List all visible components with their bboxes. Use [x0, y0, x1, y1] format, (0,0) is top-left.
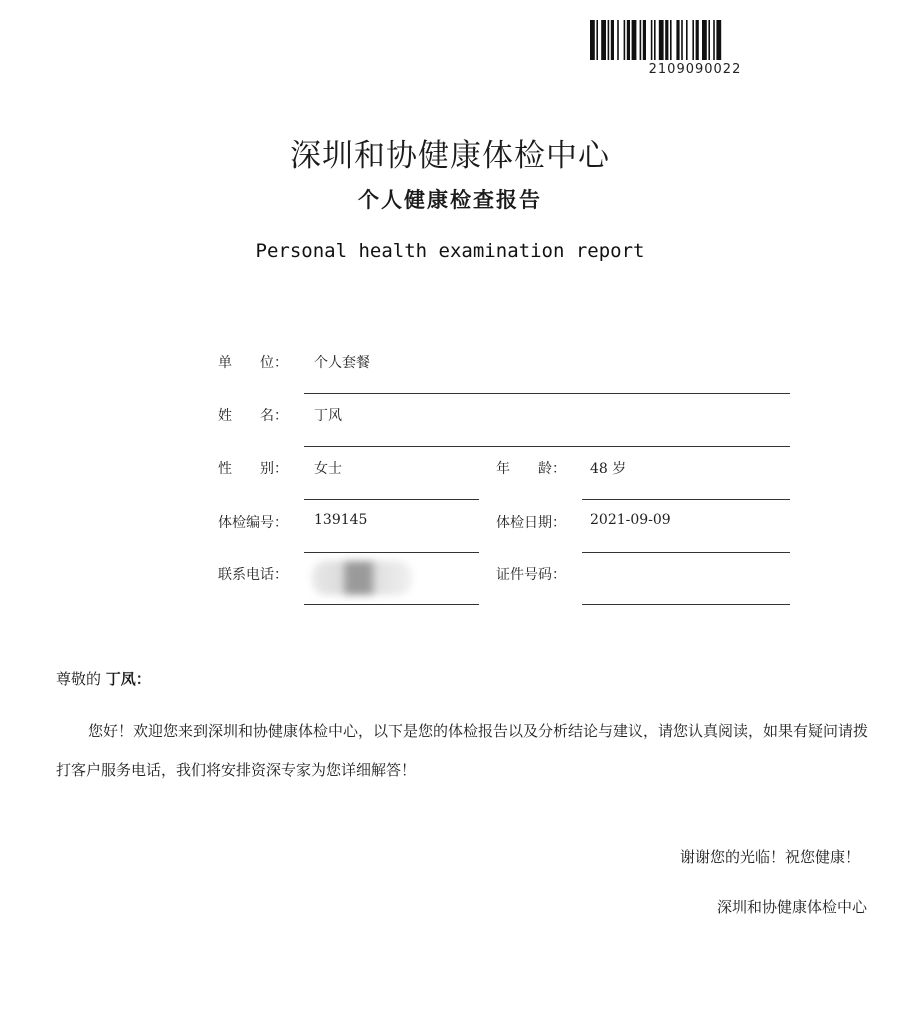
exam-date-value: 2021-09-09 — [590, 512, 671, 528]
barcode-number: 2109090022 — [648, 62, 742, 77]
salutation — [56, 668, 151, 689]
phone-label: 联系电话： — [218, 567, 288, 583]
phone-underline — [304, 604, 479, 605]
salutation-name: 丁凤： — [105, 670, 151, 688]
name-label: 姓 名： — [218, 408, 288, 424]
unit-value: 个人套餐 — [314, 355, 370, 371]
id-number-label: 证件号码： — [496, 567, 566, 583]
age-underline — [582, 499, 790, 500]
gender-value: 女士 — [314, 461, 342, 477]
unit-label: 单 位： — [218, 355, 288, 371]
letter-body: 您好！欢迎您来到深圳和协健康体检中心，以下是您的体检报告以及分析结论与建议，请您认真阅读，如果有疑问请拨打客户服务电话，我们将安排资深专家为您详细解答！ — [56, 722, 869, 779]
unit-underline — [304, 393, 790, 394]
age-label: 年 龄： — [496, 461, 566, 477]
report-title: 个人健康检查报告 — [358, 188, 542, 212]
organization-title: 深圳和协健康体检中心 — [290, 138, 610, 174]
report-title-english: Personal health examination report — [255, 240, 645, 262]
signature-org: 深圳和协健康体检中心 — [716, 898, 867, 916]
exam-number-value: 139145 — [314, 512, 368, 528]
name-value: 丁风 — [314, 408, 342, 424]
barcode-image — [588, 20, 802, 60]
exam-date-label: 体检日期： — [496, 515, 566, 531]
thanks-line: 谢谢您的光临！祝您健康！ — [679, 848, 860, 866]
phone-redacted — [312, 561, 412, 595]
name-underline — [304, 446, 790, 447]
gender-label: 性 别： — [218, 461, 288, 477]
age-value: 48 岁 — [590, 461, 627, 477]
exam-number-underline — [304, 552, 479, 553]
exam-number-label: 体检编号： — [218, 515, 288, 531]
salutation-prefix: 尊敬的 — [56, 670, 102, 688]
id-number-underline — [582, 604, 790, 605]
exam-date-underline — [582, 552, 790, 553]
gender-underline — [304, 499, 479, 500]
